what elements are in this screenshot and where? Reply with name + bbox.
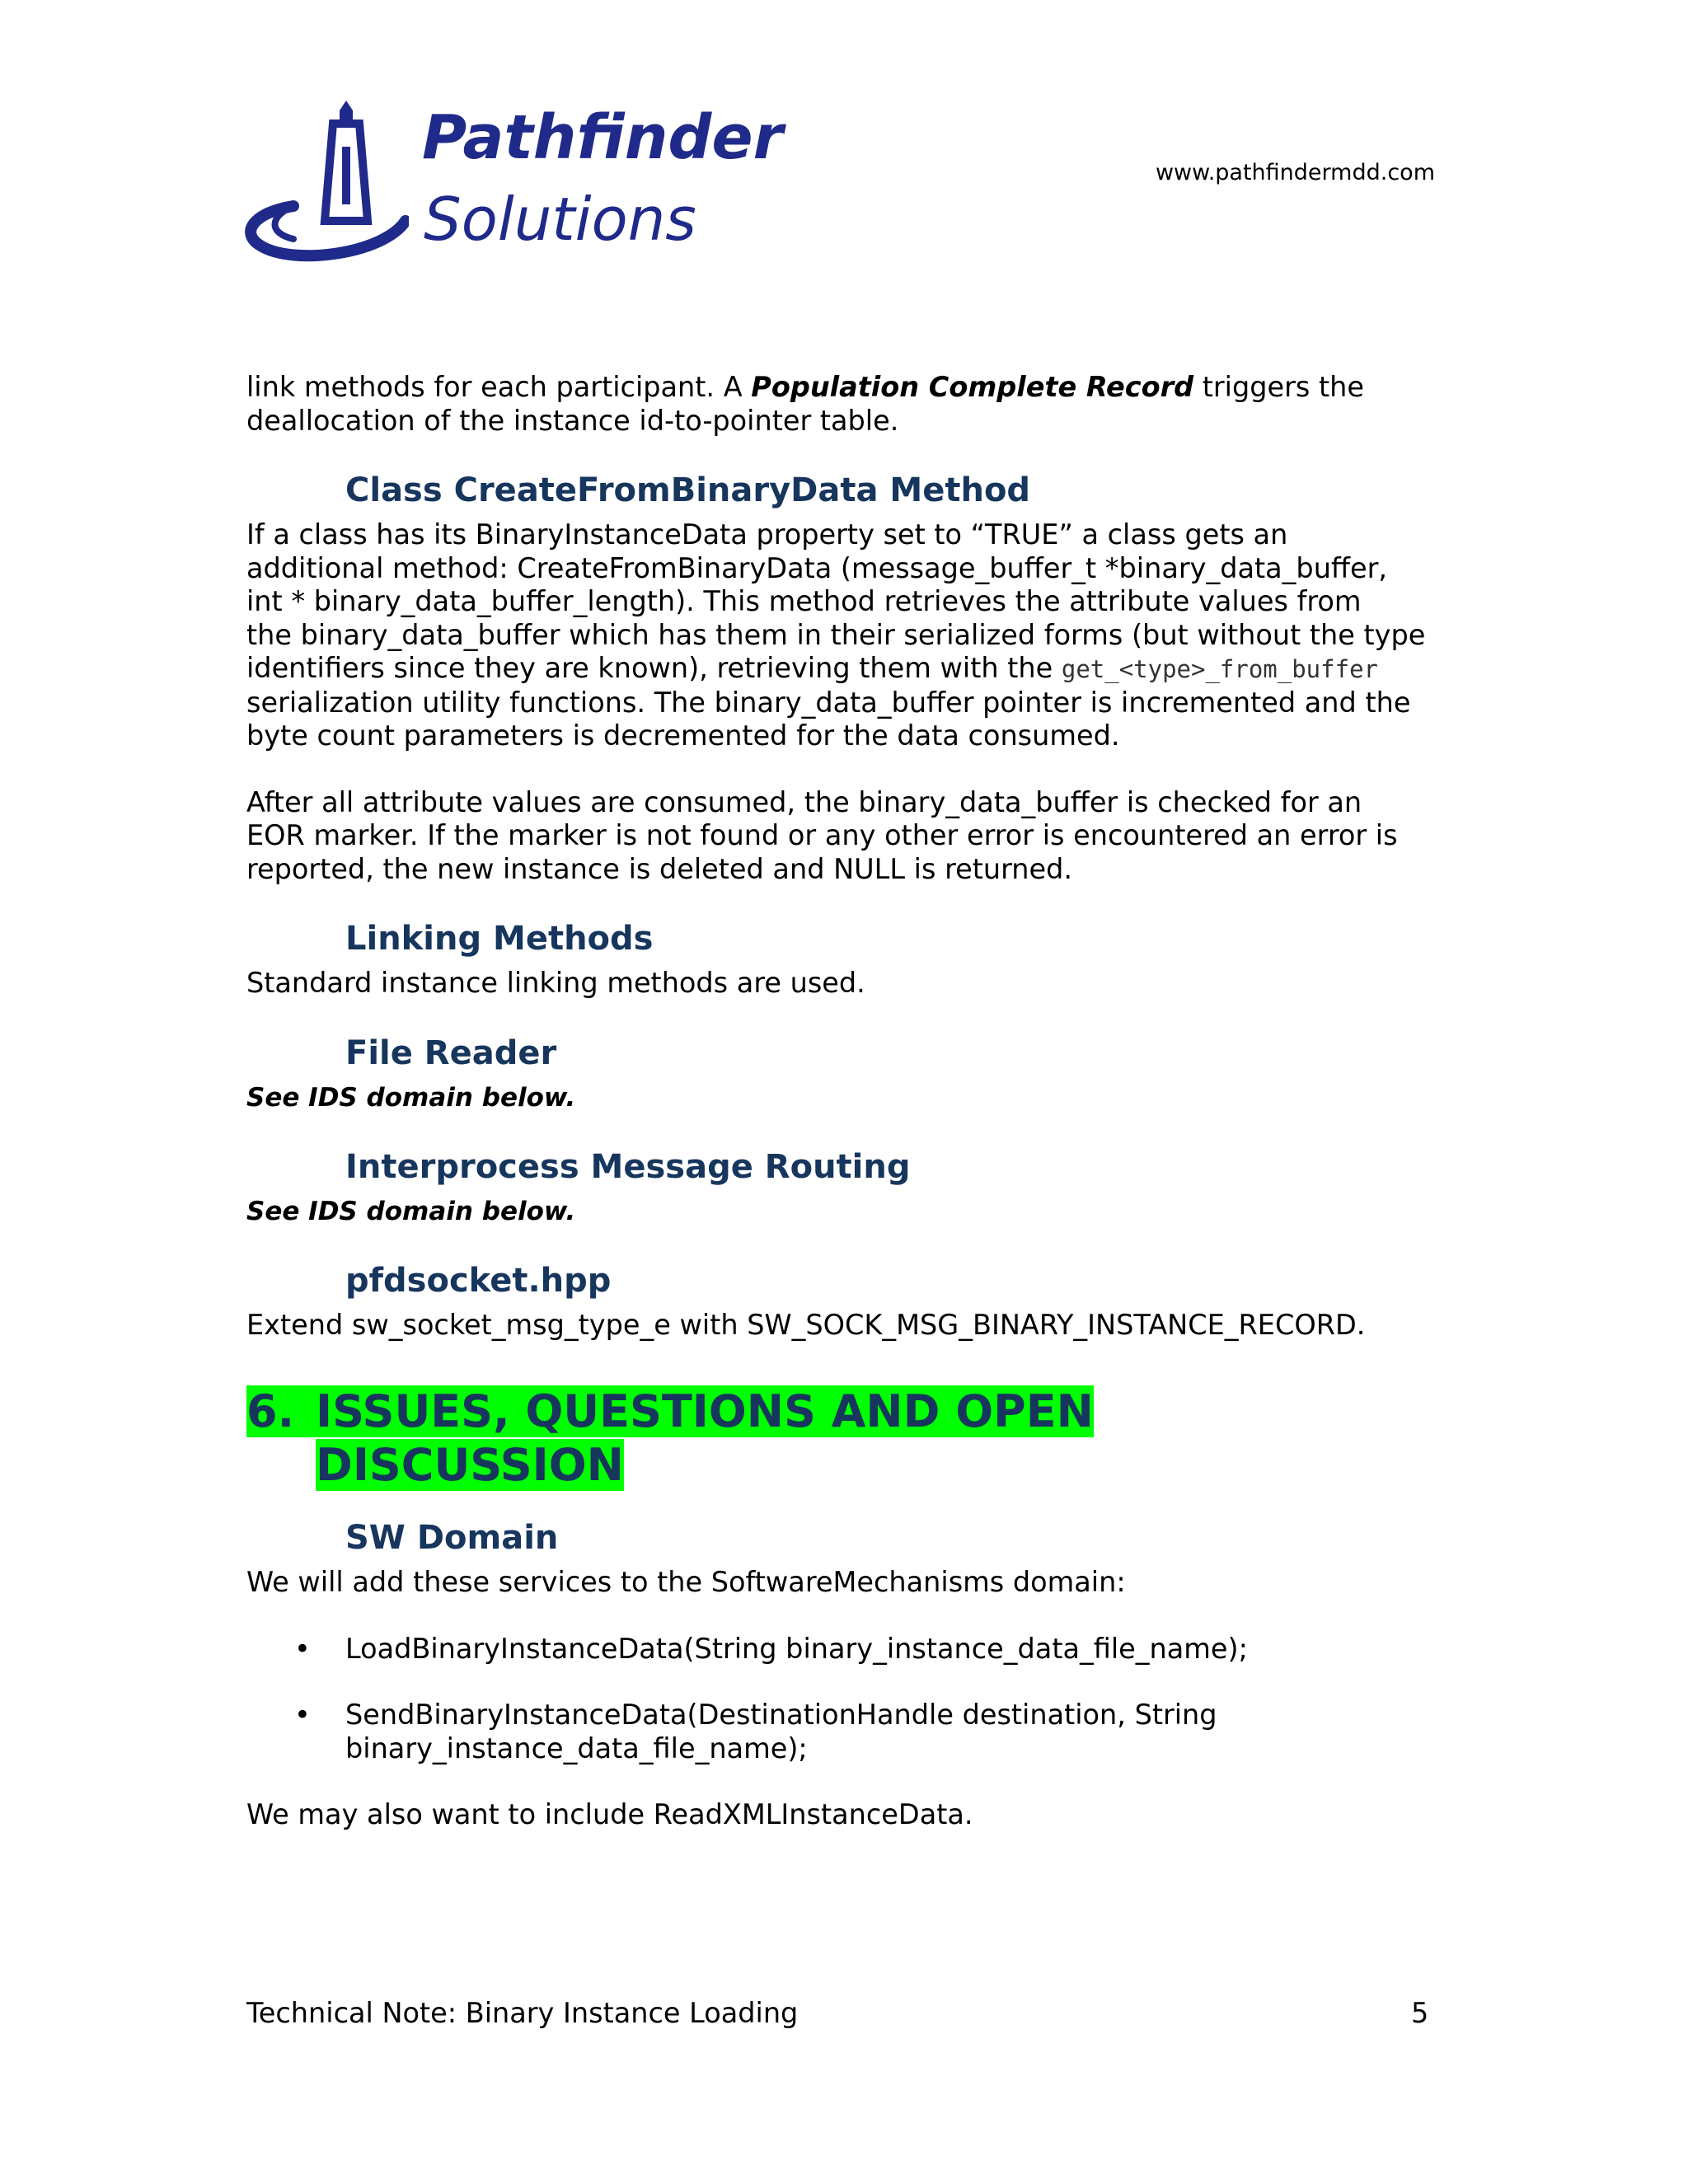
heading-create-from-binary: Class CreateFromBinaryData Method	[345, 471, 1031, 509]
bullet-icon: •	[294, 1699, 311, 1731]
intro-line-2: deallocation of the instance id-to-pointer table.	[246, 404, 899, 437]
logo-text-solutions: Solutions	[424, 185, 696, 254]
create-line-3: int * binary_data_buffer_length). This method retrieves the attribute values from	[246, 585, 1362, 617]
website-url: www.pathfindermdd.com	[1155, 160, 1435, 185]
pfdsocket-text: Extend sw_socket_msg_type_e with SW_SOCK_MSG_BINARY_INSTANCE_RECORD.	[246, 1308, 1366, 1341]
pathfinder-logo	[244, 97, 821, 270]
section-6-title-line-1	[246, 1385, 1094, 1437]
main-content	[246, 371, 1442, 1832]
after-line-3: reported, the new instance is deleted and NULL is returned.	[246, 852, 1073, 885]
after-line-2: EOR marker. If the marker is not found or any other error is encountered an error is	[246, 819, 1398, 851]
heading-pfdsocket: pfdsocket.hpp	[345, 1261, 612, 1300]
create-line-6: serialization utility functions. The binary_data_buffer pointer is incremented and the	[246, 686, 1411, 719]
create-line-4: the binary_data_buffer which has them in their serialized forms (but without the type	[246, 618, 1426, 651]
list-item-line-2: binary_instance_data_file_name);	[345, 1732, 808, 1765]
create-line-7: byte count parameters is decremented for the data consumed.	[246, 719, 1120, 752]
intro-line-1	[246, 371, 1442, 405]
heading-file-reader: File Reader	[345, 1033, 557, 1072]
create-line-5-text: identifiers since they are known), retrieving them with the	[246, 652, 1062, 684]
intro-text-after: triggers the	[1193, 371, 1364, 403]
list-item	[246, 1633, 1442, 1666]
inline-code-get-from-buffer: get_<type>_from_buffer	[1061, 655, 1378, 683]
section-6-number: 6.	[246, 1385, 295, 1437]
create-line-1: If a class has its BinaryInstanceData property set to “TRUE” a class gets an	[246, 518, 1288, 551]
population-complete-record-term: Population Complete Record	[751, 371, 1194, 403]
page-number: 5	[1411, 1997, 1429, 2029]
footer-title: Technical Note: Binary Instance Loading	[246, 1997, 799, 2029]
heading-interprocess-routing: Interprocess Message Routing	[345, 1147, 911, 1186]
bullet-icon: •	[294, 1632, 311, 1665]
sw-domain-closing: We may also want to include ReadXMLInstanceData.	[246, 1798, 973, 1830]
linking-text: Standard instance linking methods are used.	[246, 967, 865, 999]
ipc-note: See IDS domain below.	[246, 1196, 576, 1226]
create-line-2: additional method: CreateFromBinaryData (message_buffer_t *binary_data_buffer,	[246, 551, 1388, 584]
list-item-line-1: SendBinaryInstanceData(DestinationHandle destination, String	[345, 1699, 1217, 1731]
heading-sw-domain: SW Domain	[345, 1519, 559, 1557]
intro-text-before: link methods for each participant. A	[246, 371, 752, 403]
sw-domain-services-list	[246, 1633, 1442, 1766]
after-line-1: After all attribute values are consumed, the binary_data_buffer is checked for an	[246, 785, 1362, 818]
section-6-title-line-2: DISCUSSION	[316, 1439, 624, 1491]
sw-domain-intro: We will add these services to the SoftwareMechanisms domain:	[246, 1566, 1126, 1598]
lighthouse-icon	[244, 97, 409, 270]
logo-text-pathfinder: Pathfinder	[422, 102, 784, 173]
create-line-5	[246, 652, 1442, 687]
section-6-title	[246, 1385, 1442, 1492]
file-reader-note: See IDS domain below.	[246, 1082, 576, 1113]
list-item-line-1: LoadBinaryInstanceData(String binary_instance_data_file_name);	[345, 1632, 1248, 1665]
section-6-title-text-1: ISSUES, QUESTIONS AND OPEN	[316, 1385, 1094, 1437]
list-item	[246, 1699, 1442, 1765]
heading-linking-methods: Linking Methods	[345, 920, 654, 958]
